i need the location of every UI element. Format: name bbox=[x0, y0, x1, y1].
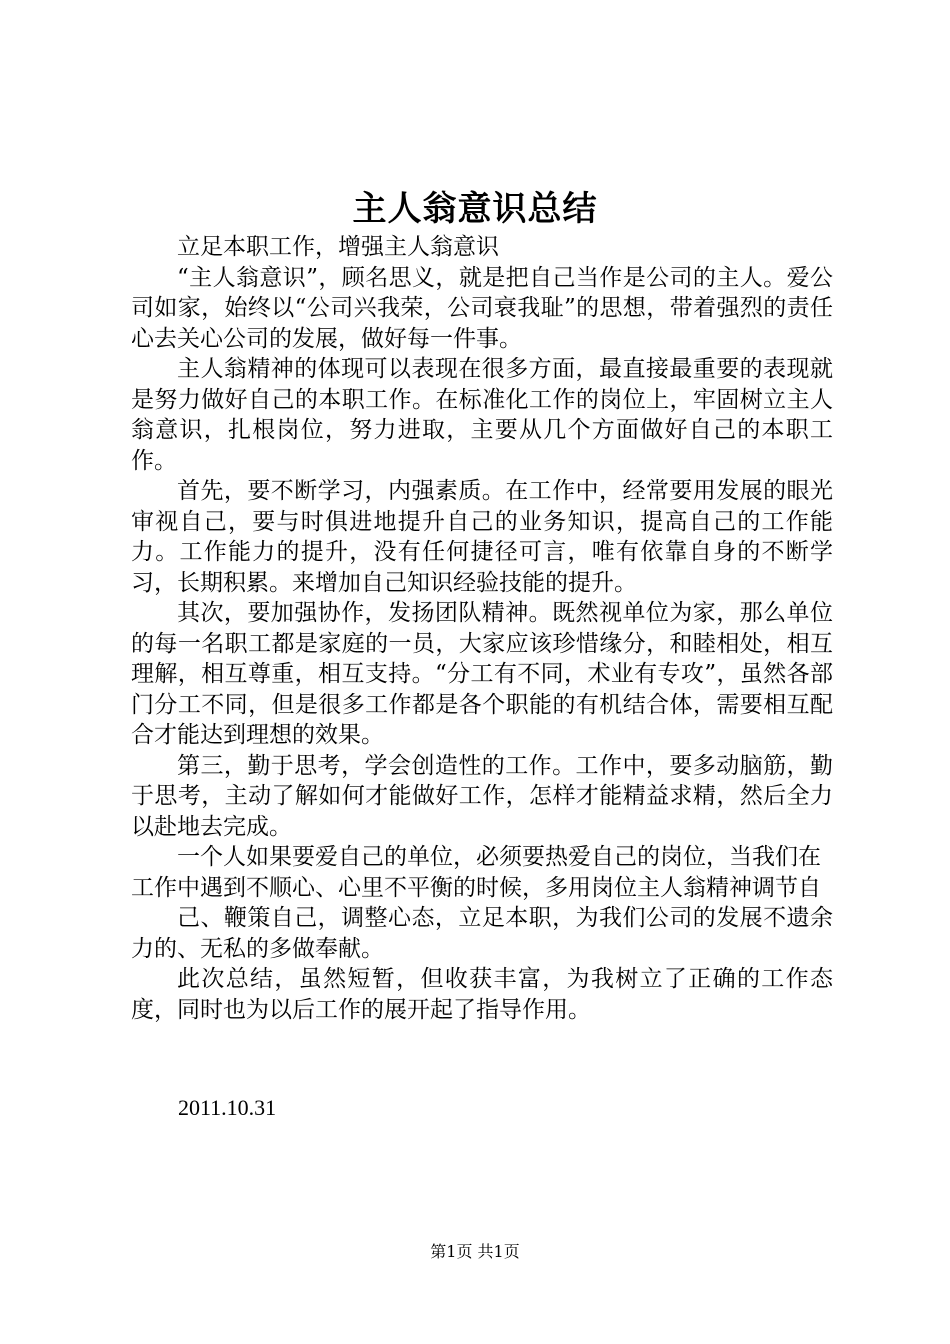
paragraph: “主人翁意识”，顾名思义，就是把自己当作是公司的主人。爱公司如家，始终以“公司兴我荣，公司衰我耻”的思想，带着强烈的责任心去关心公司的发展，做好每一件事。 bbox=[131, 264, 833, 352]
paragraph: 其次，要加强协作，发扬团队精神。既然视单位为家，那么单位的每一名职工都是家庭的一员，大家应该珍惜缘分，和睦相处，相互理解，相互尊重，相互支持。“分工有不同，术业有专攻”，虽然各部门分工不同，但是很多工作都是各个职能的有机结合体，需要相互配合才能达到理想的效果。 bbox=[131, 600, 833, 748]
document-body bbox=[131, 232, 833, 1025]
paragraph: 一个人如果要爱自己的单位，必须要热爱自己的岗位，当我们在工作中遇到不顺心、心里不平衡的时候，多用岗位主人翁精神调节自 bbox=[131, 844, 821, 901]
paragraph: 第三，勤于思考，学会创造性的工作。工作中，要多动脑筋，勤于思考，主动了解如何才能做好工作，怎样才能精益求精，然后全力以赴地去完成。 bbox=[131, 752, 833, 840]
document-title: 主人翁意识总结 bbox=[352, 189, 598, 229]
paragraph: 主人翁精神的体现可以表现在很多方面，最直接最重要的表现就是努力做好自己的本职工作。在标准化工作的岗位上，牢固树立主人翁意识，扎根岗位，努力进取，主要从几个方面做好自己的本职工作。 bbox=[131, 356, 833, 474]
paragraph: 首先，要不断学习，内强素质。在工作中，经常要用发展的眼光审视自己，要与时俱进地提升自己的业务知识，提高自己的工作能力。工作能力的提升，没有任何捷径可言，唯有依靠自身的不断学习，长期积累。来增加自己知识经验技能的提升。 bbox=[131, 478, 833, 596]
document-date: 2011.10.31 bbox=[178, 1095, 277, 1120]
paragraph-subtitle: 立足本职工作，增强主人翁意识 bbox=[177, 234, 499, 260]
paragraph: 此次总结，虽然短暂，但收获丰富，为我树立了正确的工作态度，同时也为以后工作的展开起了指导作用。 bbox=[131, 966, 833, 1023]
paragraph: 己、鞭策自己，调整心态，立足本职，为我们公司的发展不遗余力的、无私的多做奉献。 bbox=[131, 905, 833, 962]
page-footer: 第1页 共1页 bbox=[430, 1242, 520, 1261]
